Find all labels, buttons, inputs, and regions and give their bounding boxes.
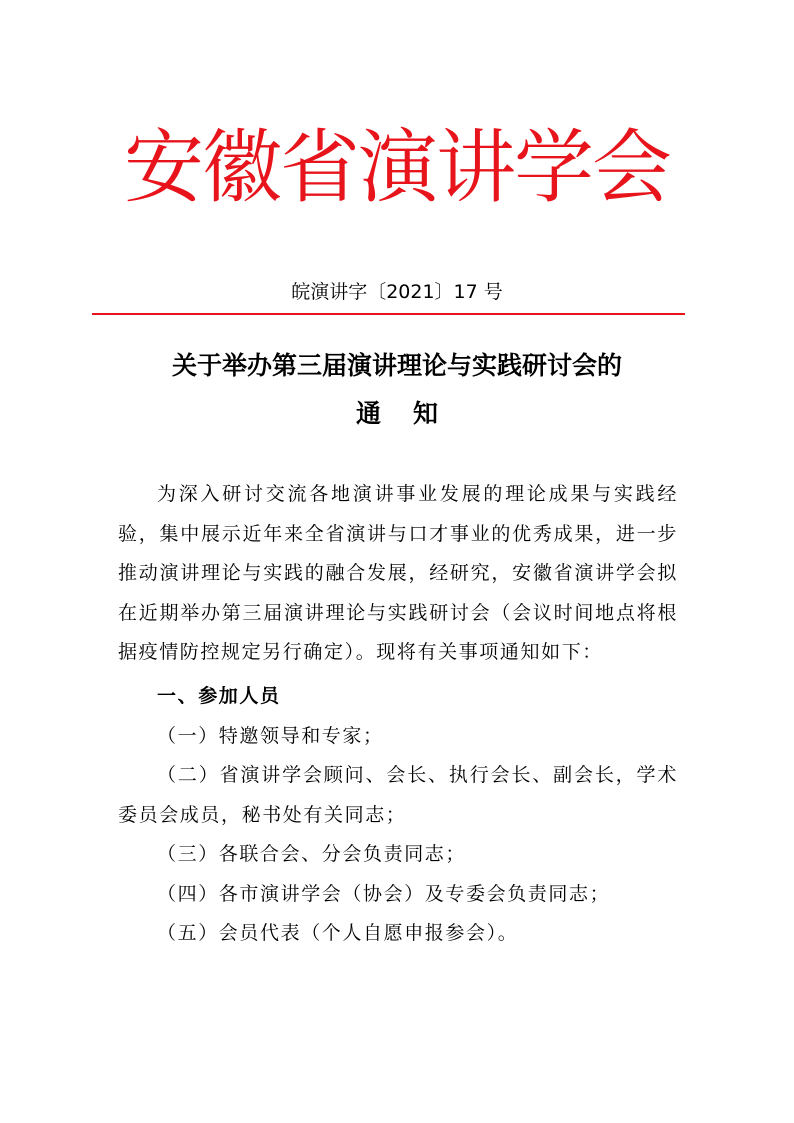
- notice-body: [118, 475, 678, 954]
- notice-title-line2: [0, 390, 794, 438]
- section-heading-participants: 一、参加人员: [157, 684, 281, 707]
- red-divider-line: [92, 313, 685, 315]
- participant-item-2: （二）省演讲学会顾问、会长、执行会长、副会长，学术委员会成员，秘书处有关同志；: [118, 764, 678, 826]
- participant-item-5: （五）会员代表（个人自愿申报参会）。: [157, 922, 519, 944]
- notice-title: [0, 342, 794, 438]
- participant-item-3: （三）各联合会、分会负责同志；: [157, 843, 467, 865]
- notice-title-char-zhi: 知: [413, 399, 439, 428]
- notice-title-line1: 关于举办第三届演讲理论与实践研讨会的: [171, 351, 622, 380]
- intro-paragraph: 为深入研讨交流各地演讲事业发展的理论成果与实践经验，集中展示近年来全省演讲与口才事业的优秀成果，进一步推动演讲理论与实践的融合发展，经研究，安徽省演讲学会拟在近期举办第三届演讲理论与实践研讨会（会议时间地点将根据疫情防控规定另行确定）。现将有关事项通知如下：: [118, 483, 678, 663]
- participant-item-4: （四）各市演讲学会（协会）及专委会负责同志；: [157, 882, 611, 905]
- notice-title-char-tong: 通: [355, 399, 381, 428]
- participant-item-1: （一）特邀领导和专家；: [157, 724, 384, 747]
- document-number: 皖演讲字〔2021〕17 号: [291, 281, 503, 303]
- organization-header-title: 安徽省演讲学会: [124, 121, 670, 214]
